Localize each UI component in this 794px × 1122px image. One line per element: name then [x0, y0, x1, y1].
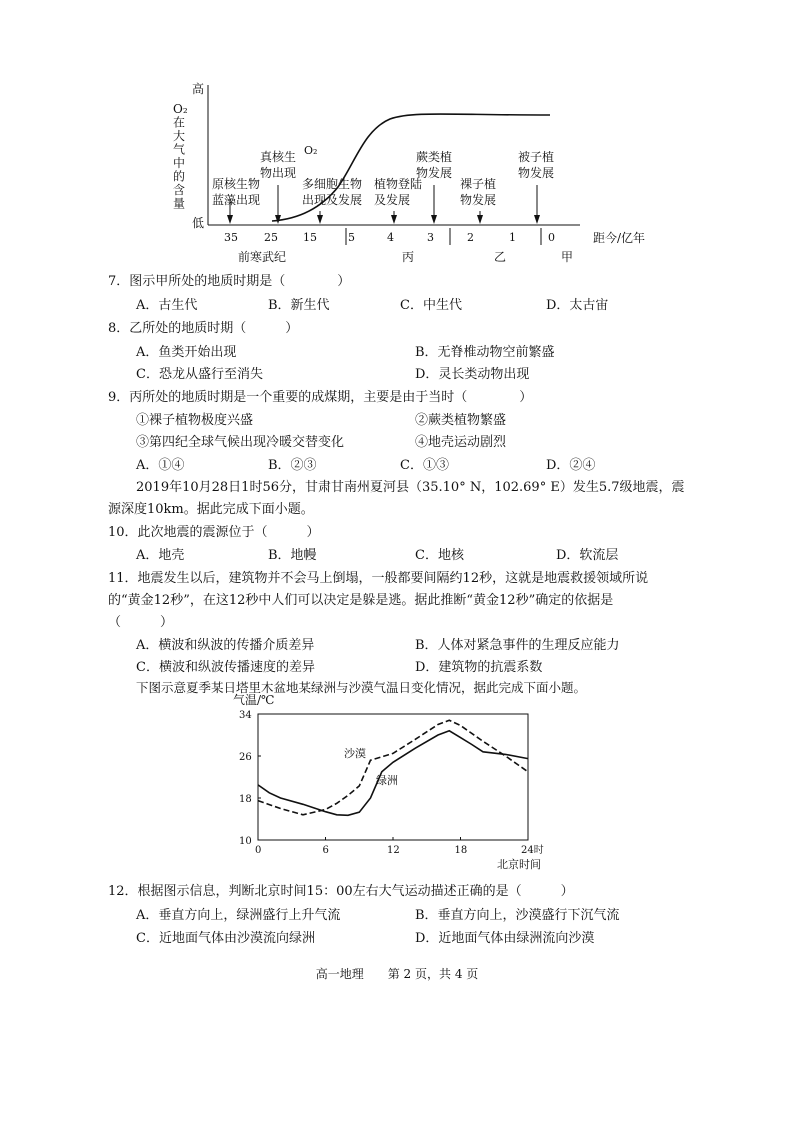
event-label-line2: 及发展	[374, 193, 411, 207]
event-label-line1: 裸子植	[460, 177, 497, 191]
event-arrowhead	[431, 215, 437, 224]
q11-option-d[interactable]: D．建筑物的抗震系数	[415, 660, 543, 675]
y-axis-char: 的	[173, 169, 186, 184]
x-tick-label: 12	[387, 845, 400, 856]
q11-option-c[interactable]: C．横波和纵波传播速度的差异	[136, 660, 315, 675]
y-tick-label: 18	[239, 794, 252, 805]
x-tick-label: 2	[467, 231, 474, 244]
era-bing: 丙	[402, 250, 415, 264]
x-unit-label: 距今/亿年	[593, 231, 646, 245]
question-7: 7．图示甲所处的地质时期是（ ）	[108, 274, 351, 289]
question-12: 12．根据图示信息，判断北京时间15：00左右大气运动描述正确的是（ ）	[108, 884, 574, 899]
event-arrowhead	[317, 215, 323, 224]
q10-option-b[interactable]: B．地幔	[268, 548, 317, 563]
q9-option-d[interactable]: D．②④	[546, 458, 596, 473]
q9-option-a[interactable]: A．①④	[136, 458, 185, 473]
temperature-passage: 下图示意夏季某日塔里木盆地某绿洲与沙漠气温日变化情况，据此完成下面小题。	[136, 680, 587, 695]
q8-option-a[interactable]: A．鱼类开始出现	[136, 345, 237, 360]
y-axis-char: 在	[173, 115, 186, 130]
y-axis-char: 含	[173, 183, 186, 197]
x-tick-label: 0	[255, 845, 262, 856]
q7-option-d[interactable]: D．太古宙	[546, 298, 609, 313]
q9-statement-3: ③第四纪全球气候出现冷暖交替变化	[136, 435, 345, 450]
earthquake-passage-line2: 源深度10km。据此完成下面小题。	[108, 502, 314, 517]
temperature-chart	[225, 690, 555, 875]
x-tick-label: 1	[509, 231, 516, 244]
y-axis-char: 气	[173, 142, 186, 157]
q12-option-c[interactable]: C．近地面气体由沙漠流向绿洲	[136, 931, 315, 946]
q9-statement-4: ④地壳运动剧烈	[415, 435, 507, 450]
q9-statement-1: ①裸子植物极度兴盛	[136, 413, 254, 428]
era-yi: 乙	[494, 250, 507, 264]
q8-option-c[interactable]: C．恐龙从盛行至消失	[136, 367, 263, 382]
question-10: 10．此次地震的震源位于（ ）	[108, 525, 320, 540]
x-tick-label: 35	[224, 231, 238, 244]
y-high-label: 高	[192, 82, 205, 96]
question-9: 9．丙所处的地质时期是一个重要的成煤期，主要是由于当时（ ）	[108, 390, 533, 405]
event-label-line2: 蓝藻出现	[212, 193, 261, 207]
event-label-line1: 植物登陆	[374, 177, 423, 191]
x-tick-label: 6	[322, 845, 329, 856]
era-precambrian: 前寒武纪	[238, 250, 287, 264]
question-8: 8．乙所处的地质时期（ ）	[108, 321, 299, 336]
question-11-line1: 11．地震发生以后，建筑物并不会马上倒塌，一般都要间隔约12秒，这就是地震救援领域所说	[108, 571, 649, 586]
event-label-line1: 蕨类植	[416, 150, 453, 164]
y-tick-label: 10	[239, 836, 252, 847]
page-footer: 高一地理 第 2 页，共 4 页	[315, 967, 479, 981]
series-label-desert: 沙漠	[344, 747, 366, 760]
o2-curve-label: O₂	[304, 144, 318, 157]
y-axis-label	[173, 102, 188, 211]
q11-option-a[interactable]: A．横波和纵波的传播介质差异	[136, 638, 315, 653]
q12-option-d[interactable]: D．近地面气体由绿洲流向沙漠	[415, 931, 595, 946]
temp-y-label: 气温/℃	[233, 693, 275, 707]
event-arrowhead	[477, 215, 483, 224]
series-label-oasis: 绿洲	[376, 774, 398, 787]
x-tick-label: 25	[264, 231, 278, 244]
event-arrowhead	[534, 215, 540, 224]
y-axis-char: O₂	[173, 102, 188, 116]
x-tick-label: 5	[348, 231, 355, 244]
y-low-label: 低	[192, 216, 205, 230]
x-tick-label: 0	[548, 231, 555, 244]
y-tick-label: 26	[239, 752, 252, 763]
q8-option-b[interactable]: B．无脊椎动物空前繁盛	[415, 345, 555, 360]
x-tick-label: 3	[427, 231, 434, 244]
question-11-line2: 的“黄金12秒”，在这12秒中人们可以决定是躲是逃。据此推断“黄金12秒”确定的依据是	[108, 593, 614, 608]
y-axis-char: 大	[173, 129, 186, 143]
q11-option-b[interactable]: B．人体对紧急事件的生理反应能力	[415, 638, 620, 653]
event-arrowhead	[391, 215, 397, 224]
desert-series-line	[258, 720, 528, 815]
event-label-line2: 出现及发展	[302, 193, 363, 207]
era-jia: 甲	[561, 250, 574, 264]
q10-option-c[interactable]: C．地核	[415, 548, 464, 563]
y-axis-char: 中	[173, 156, 186, 170]
q12-option-a[interactable]: A．垂直方向上，绿洲盛行上升气流	[136, 908, 341, 923]
question-11-line3: （ ）	[108, 615, 174, 630]
q8-option-d[interactable]: D．灵长类动物出现	[415, 367, 530, 382]
event-label-line2: 物发展	[518, 166, 555, 180]
event-label-line1: 被子植	[518, 150, 555, 164]
q10-option-d[interactable]: D．软流层	[556, 548, 619, 563]
q7-option-c[interactable]: C．中生代	[400, 298, 462, 313]
y-axis-char: 量	[173, 196, 186, 211]
event-label-line1: 真核生	[260, 150, 297, 164]
q7-option-b[interactable]: B．新生代	[268, 298, 330, 313]
q7-option-a[interactable]: A．古生代	[136, 298, 198, 313]
event-label-line1: 原核生物	[212, 177, 261, 191]
x-tick-label: 15	[303, 231, 317, 244]
event-label-line2: 物发展	[460, 193, 497, 207]
x-tick-label: 18	[454, 845, 468, 856]
x-tick-label: 4	[387, 231, 394, 244]
q12-option-b[interactable]: B．垂直方向上，沙漠盛行下沉气流	[415, 908, 620, 923]
q9-option-c[interactable]: C．①③	[400, 458, 449, 473]
event-label-line1: 多细胞生物	[302, 177, 363, 191]
q10-option-a[interactable]: A．地壳	[136, 548, 185, 563]
q9-statement-2: ②蕨类植物繁盛	[415, 413, 507, 428]
event-label-line2: 物发展	[416, 166, 453, 180]
q9-option-b[interactable]: B．②③	[268, 458, 317, 473]
oxygen-timeline-chart	[150, 75, 660, 265]
event-label-line2: 物出现	[260, 166, 297, 180]
y-tick-label: 34	[239, 710, 252, 721]
event-arrowhead	[227, 215, 233, 224]
x-last-tick-label: 24时	[521, 845, 544, 856]
earthquake-passage-line1: 2019年10月28日1时56分，甘肃甘南州夏河县（35.10° N，102.69° E）发生5.7级地震，震	[136, 480, 685, 495]
temp-x-label: 北京时间	[497, 858, 541, 871]
